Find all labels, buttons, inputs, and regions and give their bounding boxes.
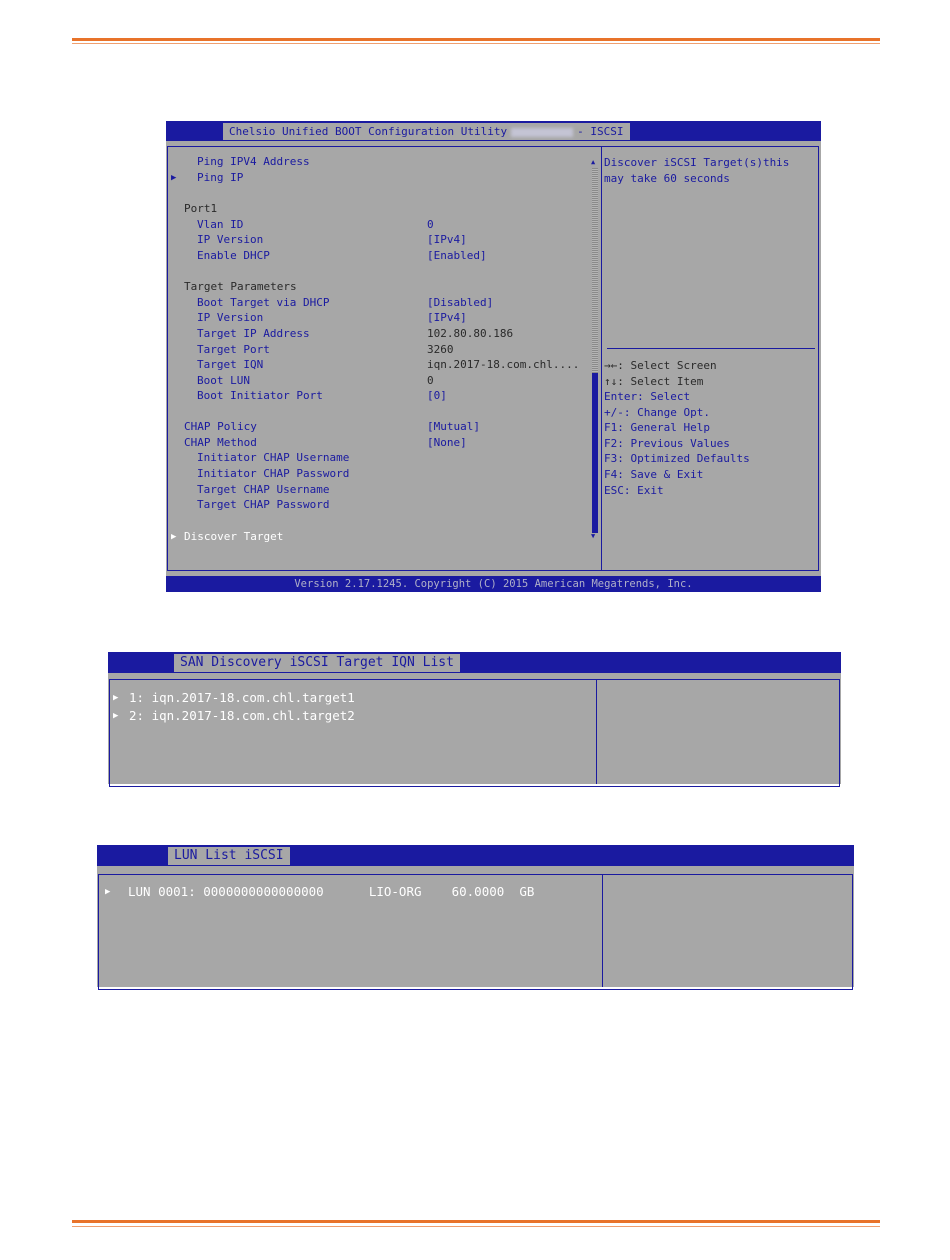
bios-title-bar [166,121,821,141]
scroll-up-icon[interactable]: ▲ [591,158,596,166]
setting-value[interactable]: [IPv4] [427,311,467,324]
key-hint: →←: Select Screen [604,359,717,372]
key-hint: F2: Previous Values [604,437,730,450]
target-iqn-item[interactable]: 2: iqn.2017-18.com.chl.target2 [129,708,355,723]
setting-label[interactable]: Vlan ID [197,218,244,231]
setting-value[interactable]: 3260 [427,343,454,356]
bios-title: Chelsio Unified BOOT Configuration Utility [229,125,508,138]
setting-label[interactable]: Boot LUN [197,374,250,387]
bios-panel-divider [601,146,602,571]
setting-value[interactable]: [IPv4] [427,233,467,246]
submenu-arrow-icon: ▶ [171,173,177,183]
chap-field[interactable]: Initiator CHAP Username [197,451,350,464]
target-iqn-item[interactable]: 1: iqn.2017-18.com.chl.target1 [129,690,355,705]
san-title-bar [108,652,841,673]
san-title: SAN Discovery iSCSI Target IQN List [174,654,460,672]
help-text-line: may take 60 seconds [604,172,730,185]
setting-value[interactable]: 0 [427,374,434,387]
submenu-arrow-icon: ▶ [171,532,177,542]
submenu-arrow-icon: ▶ [113,711,119,721]
key-hint: F4: Save & Exit [604,468,704,481]
chap-field[interactable]: Target CHAP Username [197,483,330,496]
header-rule-thin [72,43,880,44]
san-panel-divider [596,679,597,784]
setting-label[interactable]: Target Port [197,343,270,356]
submenu-arrow-icon: ▶ [113,693,119,703]
menu-item-discover-target[interactable]: Discover Target [184,530,284,543]
bios-title-suffix: - ISCSI [577,125,624,138]
key-hint: Enter: Select [604,390,691,403]
lun-item[interactable]: LUN 0001: 0000000000000000 LIO-ORG 60.0000 GB [128,884,535,899]
header-rule [72,38,880,41]
bios-config-screen [166,121,821,592]
setting-value[interactable]: [Mutual] [427,420,480,433]
setting-value[interactable]: 102.80.80.186 [427,327,514,340]
setting-label[interactable]: Target IQN [197,358,264,371]
help-keys-divider [607,348,815,349]
lun-title-bar [97,845,854,866]
setting-label[interactable]: IP Version [197,233,264,246]
menu-item-ping-ipv4[interactable]: Ping IPV4 Address [197,155,310,168]
setting-label[interactable]: Target IP Address [197,327,310,340]
setting-value[interactable]: iqn.2017-18.com.chl.... [427,358,580,371]
bios-title-tab [223,123,630,140]
setting-label[interactable]: CHAP Policy [184,420,257,433]
bios-footer: Version 2.17.1245. Copyright (C) 2015 American Megatrends, Inc. [166,576,821,592]
setting-label[interactable]: Boot Initiator Port [197,389,323,402]
footer-rule [72,1220,880,1223]
setting-value[interactable]: [0] [427,389,447,402]
key-hint: F1: General Help [604,421,710,434]
setting-label[interactable]: CHAP Method [184,436,257,449]
version-redacted [511,128,573,137]
key-hint: F3: Optimized Defaults [604,452,750,465]
help-text-line: Discover iSCSI Target(s)this [604,156,790,169]
key-hint: ESC: Exit [604,484,664,497]
chap-field[interactable]: Target CHAP Password [197,498,330,511]
setting-value[interactable]: [None] [427,436,467,449]
scroll-down-icon[interactable]: ▼ [591,532,596,540]
setting-label[interactable]: Boot Target via DHCP [197,296,330,309]
chap-field[interactable]: Initiator CHAP Password [197,467,350,480]
key-hint: ↑↓: Select Item [604,375,704,388]
submenu-arrow-icon: ▶ [105,887,111,897]
target-heading: Target Parameters [184,280,297,293]
lun-list-screen [97,845,854,987]
lun-title: LUN List iSCSI [168,847,290,865]
scrollbar-thumb[interactable] [592,373,598,533]
setting-value[interactable]: 0 [427,218,434,231]
footer-rule-thin [72,1226,880,1227]
key-hint: +/-: Change Opt. [604,406,710,419]
san-discovery-screen [108,652,841,784]
setting-value[interactable]: [Disabled] [427,296,494,309]
setting-label[interactable]: Enable DHCP [197,249,270,262]
setting-value[interactable]: [Enabled] [427,249,487,262]
setting-label[interactable]: IP Version [197,311,264,324]
port-heading: Port1 [184,202,218,215]
lun-panel-divider [602,874,603,987]
menu-item-ping-ip[interactable]: Ping IP [197,171,244,184]
